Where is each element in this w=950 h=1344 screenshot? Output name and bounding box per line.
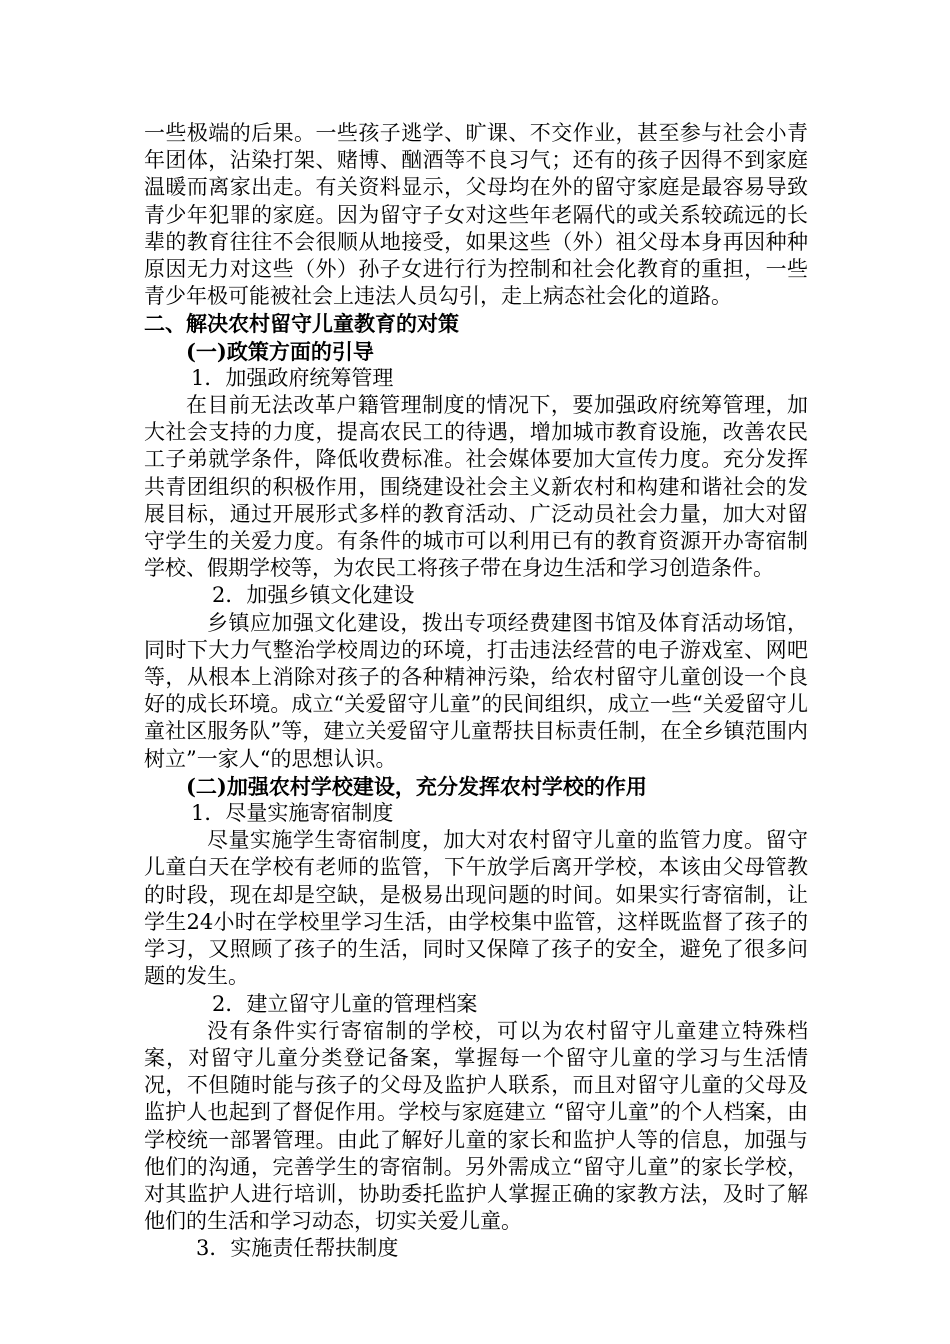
paragraph-archive: 没有条件实行寄宿制的学校，可以为农村留守儿童建立特殊档案，对留守儿童分类登记备案，掌握每一个留守儿童的学习与生活情况，不但随时能与孩子的父母及监护人联系，而且对留守儿童的父母及监护人也起到了督促作用。学校与家庭建立 “留守儿童”的个人档案，由学校统一部署管理。由此了解好儿童的家长和监护人等的信息，加强与他们的沟通，完善学生的寄宿制。另外需成立“留守儿童”的家长学校，对其监护人进行培训，协助委托监护人掌握正确的家教方法，及时了解他们的生活和学习动态，切实关爱儿童。: [144, 1018, 808, 1234]
item-heading-archive: 2．建立留守儿童的管理档案: [212, 991, 478, 1016]
document-body: [144, 120, 808, 1263]
paragraph-township: 乡镇应加强文化建设，拨出专项经费建图书馆及体育活动场馆，同时下大力气整治学校周边的环境，打击违法经营的电子游戏室、网吧等，从根本上消除对孩子的各种精神污染，给农村留守儿童创设一个良好的成长环境。成立“关爱留守儿童”的民间组织，成立一些“关爱留守儿童社区服务队”等，建立关爱留守儿童帮扶目标责任制，在全乡镇范围内树立”一家人“的思想认识。: [144, 610, 808, 771]
item-heading-responsibility: 3．实施责任帮扶制度: [196, 1236, 399, 1261]
paragraph-intro: 一些极端的后果。一些孩子逃学、旷课、不交作业，甚至参与社会小青年团体，沾染打架、赌博、酗酒等不良习气；还有的孩子因得不到家庭温暖而离家出走。有关资料显示，父母均在外的留守家庭是最容易导致青少年犯罪的家庭。因为留守子女对这些年老隔代的或关系较疏远的长辈的教育往往不会很顺从地接受，如果这些（外）祖父母本身再因种种原因无力对这些（外）孙子女进行行为控制和社会化教育的重担，一些青少年极可能被社会上违法人员勾引，走上病态社会化的道路。: [144, 121, 808, 309]
paragraph-boarding: 尽量实施学生寄宿制度，加大对农村留守儿童的监管力度。留守儿童白天在学校有老师的监管，下午放学后离开学校，本该由父母管教的时段，现在却是空缺，是极易出现问题的时间。如果实行寄宿制，让学生24小时在学校里学习生活，由学校集中监管，这样既监督了孩子的学习，又照顾了孩子的生活，同时又保障了孩子的安全，避免了很多问题的发生。: [144, 828, 808, 989]
subsection-heading-policy: (一)政策方面的引导: [186, 338, 374, 364]
section-heading: 二、解决农村留守儿童教育的对策: [144, 311, 459, 337]
subsection-heading-school: (二)加强农村学校建设，充分发挥农村学校的作用: [186, 773, 647, 799]
item-heading-boarding: 1．尽量实施寄宿制度: [191, 801, 394, 826]
item-heading-township: 2．加强乡镇文化建设: [212, 583, 415, 608]
item-heading-government: 1．加强政府统筹管理: [191, 365, 394, 390]
paragraph-government: 在目前无法改革户籍管理制度的情况下，要加强政府统筹管理，加大社会支持的力度，提高农民工的待遇，增加城市教育设施，改善农民工子弟就学条件，降低收费标准。社会媒体要加大宣传力度。充分发挥共青团组织的积极作用，围绕建设社会主义新农村和构建和谐社会的发展目标，通过开展形式多样的教育活动、广泛动员社会力量，加大对留守学生的关爱力度。有条件的城市可以利用已有的教育资源开办寄宿制学校、假期学校等，为农民工将孩子带在身边生活和学习创造条件。: [144, 393, 808, 581]
